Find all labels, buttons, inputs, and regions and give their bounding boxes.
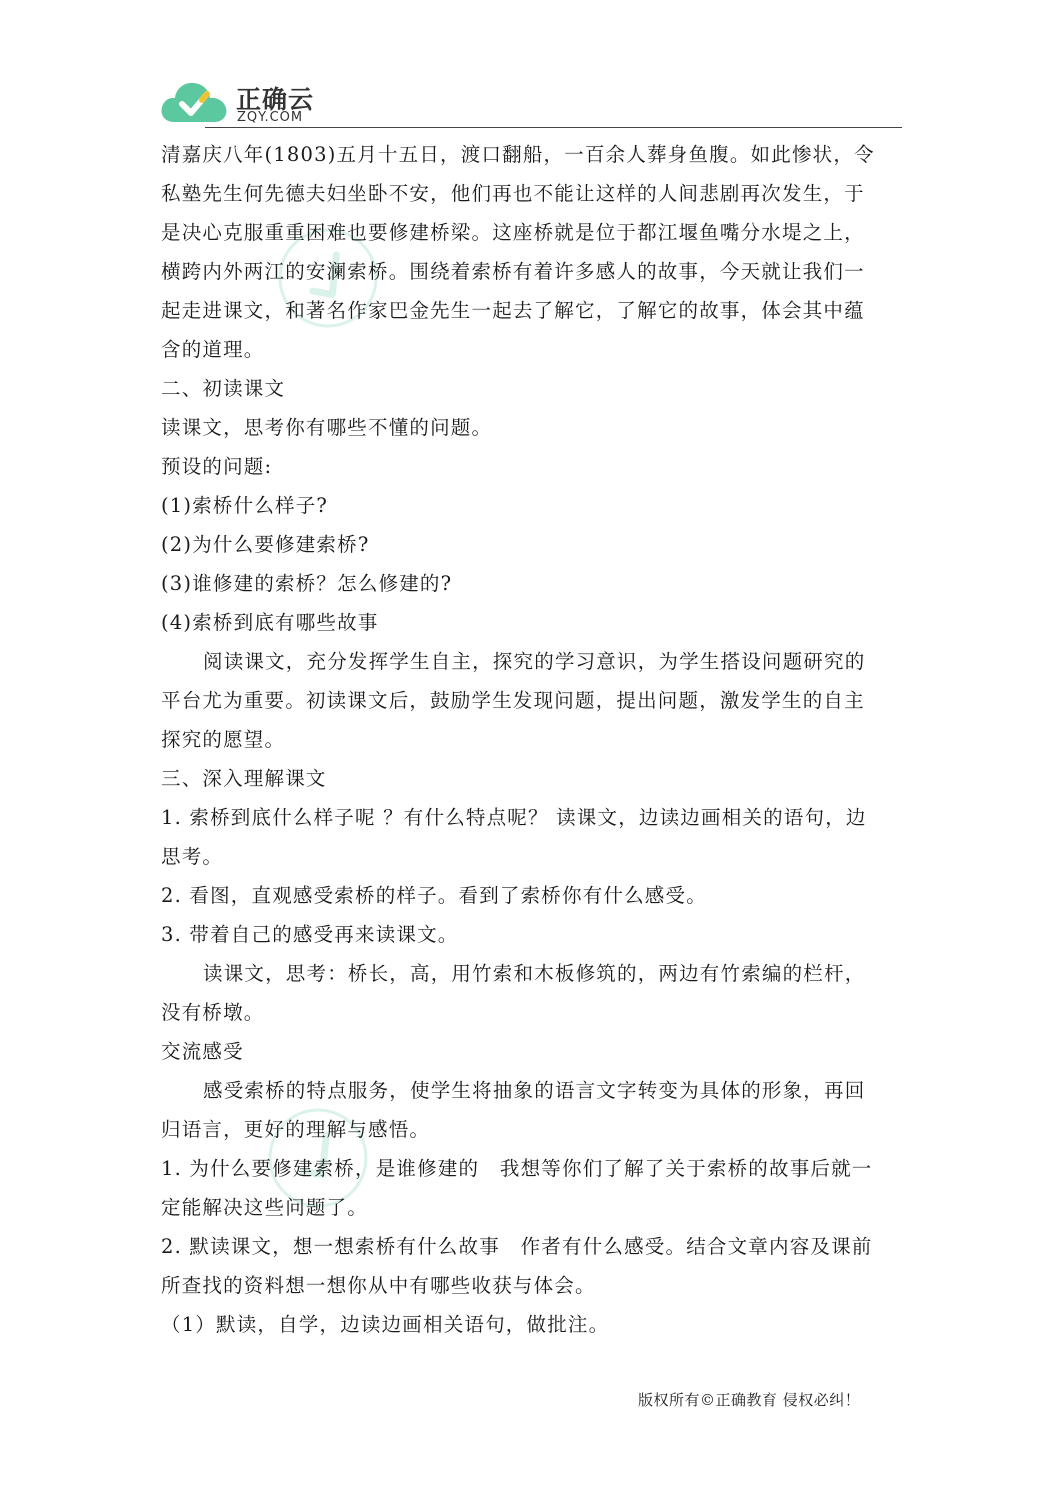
body-line: 归语言，更好的理解与感悟。 <box>161 1118 431 1141</box>
body-line: 没有桥墩。 <box>161 1001 265 1024</box>
body-line: 清嘉庆八年(1803)五月十五日，渡口翻船，一百余人葬身鱼腹。如此惨状，令 <box>161 143 875 166</box>
body-line: 是决心克服重重困难也要修建桥梁。这座桥就是位于都江堰鱼嘴分水堤之上， <box>161 221 865 244</box>
brand-domain: ZQY.COM <box>237 110 304 125</box>
page-header <box>160 76 902 128</box>
body-line: 含的道理。 <box>161 338 265 361</box>
body-line: 定能解决这些问题了。 <box>161 1196 369 1219</box>
body-line: 横跨内外两江的安澜索桥。围绕着索桥有着许多感人的故事，今天就让我们一 <box>161 260 865 283</box>
body-line: (4)索桥到底有哪些故事 <box>161 611 379 634</box>
copyright-footer: 版权所有©正确教育 侵权必纠！ <box>638 1391 861 1409</box>
body-line: (3)谁修建的索桥？怎么修建的? <box>161 572 453 595</box>
body-line: 平台尤为重要。初读课文后，鼓励学生发现问题，提出问题，激发学生的自主 <box>161 689 865 712</box>
body-line: 3. 带着自己的感受再来读课文。 <box>161 923 459 946</box>
body-line: 所查找的资料想一想你从中有哪些收获与体会。 <box>161 1274 596 1297</box>
body-line: 三、深入理解课文 <box>161 767 327 790</box>
body-line: 1. 为什么要修建索桥，是谁修建的 我想等你们了解了关于索桥的故事后就一 <box>161 1157 873 1180</box>
body-line: （1）默读，自学，边读边画相关语句，做批注。 <box>161 1313 610 1336</box>
body-line: 探究的愿望。 <box>161 728 286 751</box>
body-line: 2. 默读课文，想一想索桥有什么故事 作者有什么感受。结合文章内容及课前 <box>161 1235 873 1258</box>
header-divider <box>205 127 902 128</box>
body-line: 感受索桥的特点服务，使学生将抽象的语言文字转变为具体的形象，再回 <box>203 1079 866 1102</box>
body-line: 阅读课文，充分发挥学生自主，探究的学习意识，为学生搭设问题研究的 <box>203 650 866 673</box>
body-line: 思考。 <box>161 845 224 868</box>
body-line: 二、初读课文 <box>161 377 286 400</box>
body-line: 1. 索桥到底什么样子呢 ？有什么特点呢？ 读课文，边读边画相关的语句，边 <box>161 806 867 829</box>
body-line: 读课文，思考你有哪些不懂的问题。 <box>161 416 493 439</box>
body-line: (1)索桥什么样子? <box>161 494 329 517</box>
body-line: 2. 看图，直观感受索桥的样子。看到了索桥你有什么感受。 <box>161 884 707 907</box>
brand-name: 正确云 <box>236 85 315 114</box>
body-line: 预设的问题: <box>161 455 273 478</box>
body-line: 交流感受 <box>161 1040 244 1063</box>
body-line: 私塾先生何先德夫妇坐卧不安，他们再也不能让这样的人间悲剧再次发生，于 <box>161 182 865 205</box>
body-line: 读课文，思考：桥长，高，用竹索和木板修筑的，两边有竹索编的栏杆， <box>203 962 866 985</box>
body-line: 起走进课文，和著名作家巴金先生一起去了解它，了解它的故事，体会其中蕴 <box>161 299 865 322</box>
document-body <box>161 135 903 1344</box>
body-line: (2)为什么要修建索桥? <box>161 533 370 556</box>
cloud-check-logo-icon <box>160 76 230 126</box>
